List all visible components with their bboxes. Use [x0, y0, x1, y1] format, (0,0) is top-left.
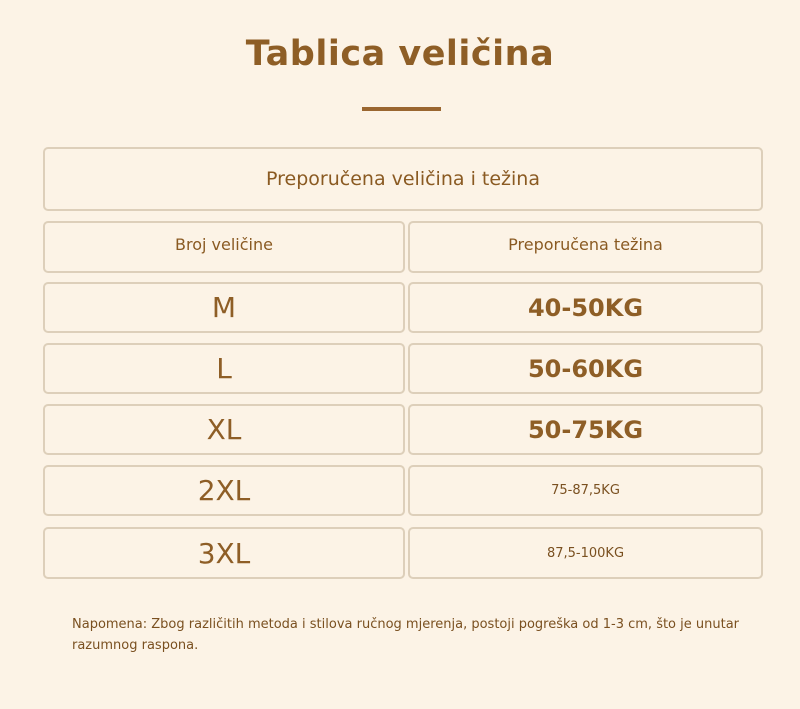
- column-header-weight: Preporučena težina: [408, 221, 763, 273]
- page-title: Tablica veličina: [245, 34, 555, 74]
- size-cell-3xl: 3XL: [43, 527, 405, 579]
- size-cell-xl: XL: [43, 404, 405, 455]
- weight-cell-2xl: 75-87,5KG: [408, 465, 763, 516]
- weight-cell-m: 40-50KG: [408, 282, 763, 333]
- weight-cell-xl: 50-75KG: [408, 404, 763, 455]
- weight-cell-l: 50-60KG: [408, 343, 763, 394]
- weight-cell-3xl: 87,5-100KG: [408, 527, 763, 579]
- size-cell-m: M: [43, 282, 405, 333]
- size-cell-2xl: 2XL: [43, 465, 405, 516]
- title-underline: [362, 107, 441, 111]
- table-header: Preporučena veličina i težina: [43, 147, 763, 211]
- column-header-size: Broj veličine: [43, 221, 405, 273]
- measurement-note: Napomena: Zbog različitih metoda i stilova ručnog mjerenja, postoji pogreška od 1-3 cm, što je unutar razumnog raspona.: [72, 617, 740, 653]
- size-cell-l: L: [43, 343, 405, 394]
